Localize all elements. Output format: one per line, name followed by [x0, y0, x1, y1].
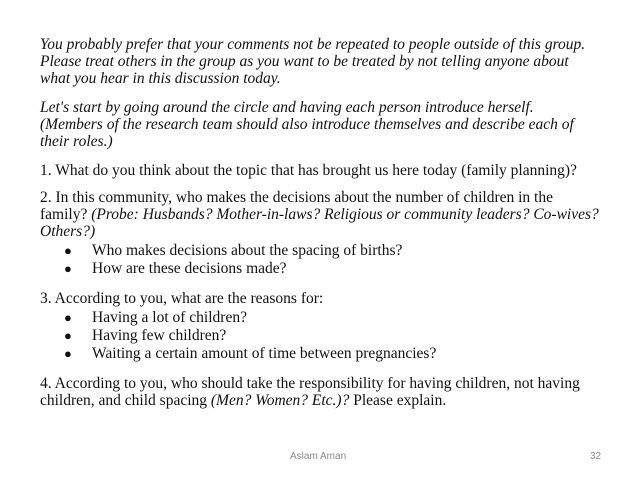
list-item-text: How are these decisions made?: [92, 260, 287, 277]
list-item: [40, 260, 600, 278]
bullet-icon: ●: [64, 261, 72, 276]
list-item-text: Waiting a certain amount of time between pregnancies?: [92, 345, 437, 362]
question-2: [40, 189, 600, 240]
question-4-text: 4. According to you, who should take the responsibility for having children, not having children, and child spacing: [40, 375, 580, 409]
bullet-icon: ●: [64, 346, 72, 361]
question-2-text: 2. In this community, who makes the decisions about the number of children in the family?: [40, 189, 553, 223]
question-4-end: Please explain.: [349, 392, 447, 409]
question-1: 1. What do you think about the topic that has brought us here today (family planning)?: [40, 162, 577, 179]
list-item: [40, 309, 600, 327]
document-body: [40, 36, 600, 409]
bullet-icon: ●: [64, 310, 72, 325]
question-4: [40, 375, 600, 409]
list-item: [40, 345, 600, 363]
question-3-bullets: [40, 309, 600, 363]
question-4-probe: (Men? Women? Etc.)?: [210, 392, 350, 409]
bullet-icon: ●: [64, 243, 72, 258]
question-2-probe: (Probe: Husbands? Mother-in-laws? Religious or community leaders? Co-wives? Others?): [40, 206, 599, 240]
introductions-paragraph: Let's start by going around the circle and having each person introduce herself. (Members of the research team should also introduce themselves and describe each of their roles.): [40, 99, 574, 150]
page-number: 32: [590, 451, 602, 462]
footer-author: Aslam Aman: [290, 451, 347, 462]
question-2-bullets: [40, 242, 600, 278]
list-item: [40, 327, 600, 345]
question-3: 3. According to you, what are the reasons for:: [40, 290, 324, 307]
confidentiality-paragraph: You probably prefer that your comments not be repeated to people outside of this group. Please treat others in the group as you want to be treated by not telling anyone about what you hear in this discussion today.: [40, 36, 586, 87]
list-item-text: Having a lot of children?: [92, 309, 247, 326]
list-item: [40, 242, 600, 260]
list-item-text: Who makes decisions about the spacing of births?: [92, 242, 403, 259]
bullet-icon: ●: [64, 328, 72, 343]
list-item-text: Having few children?: [92, 327, 227, 344]
